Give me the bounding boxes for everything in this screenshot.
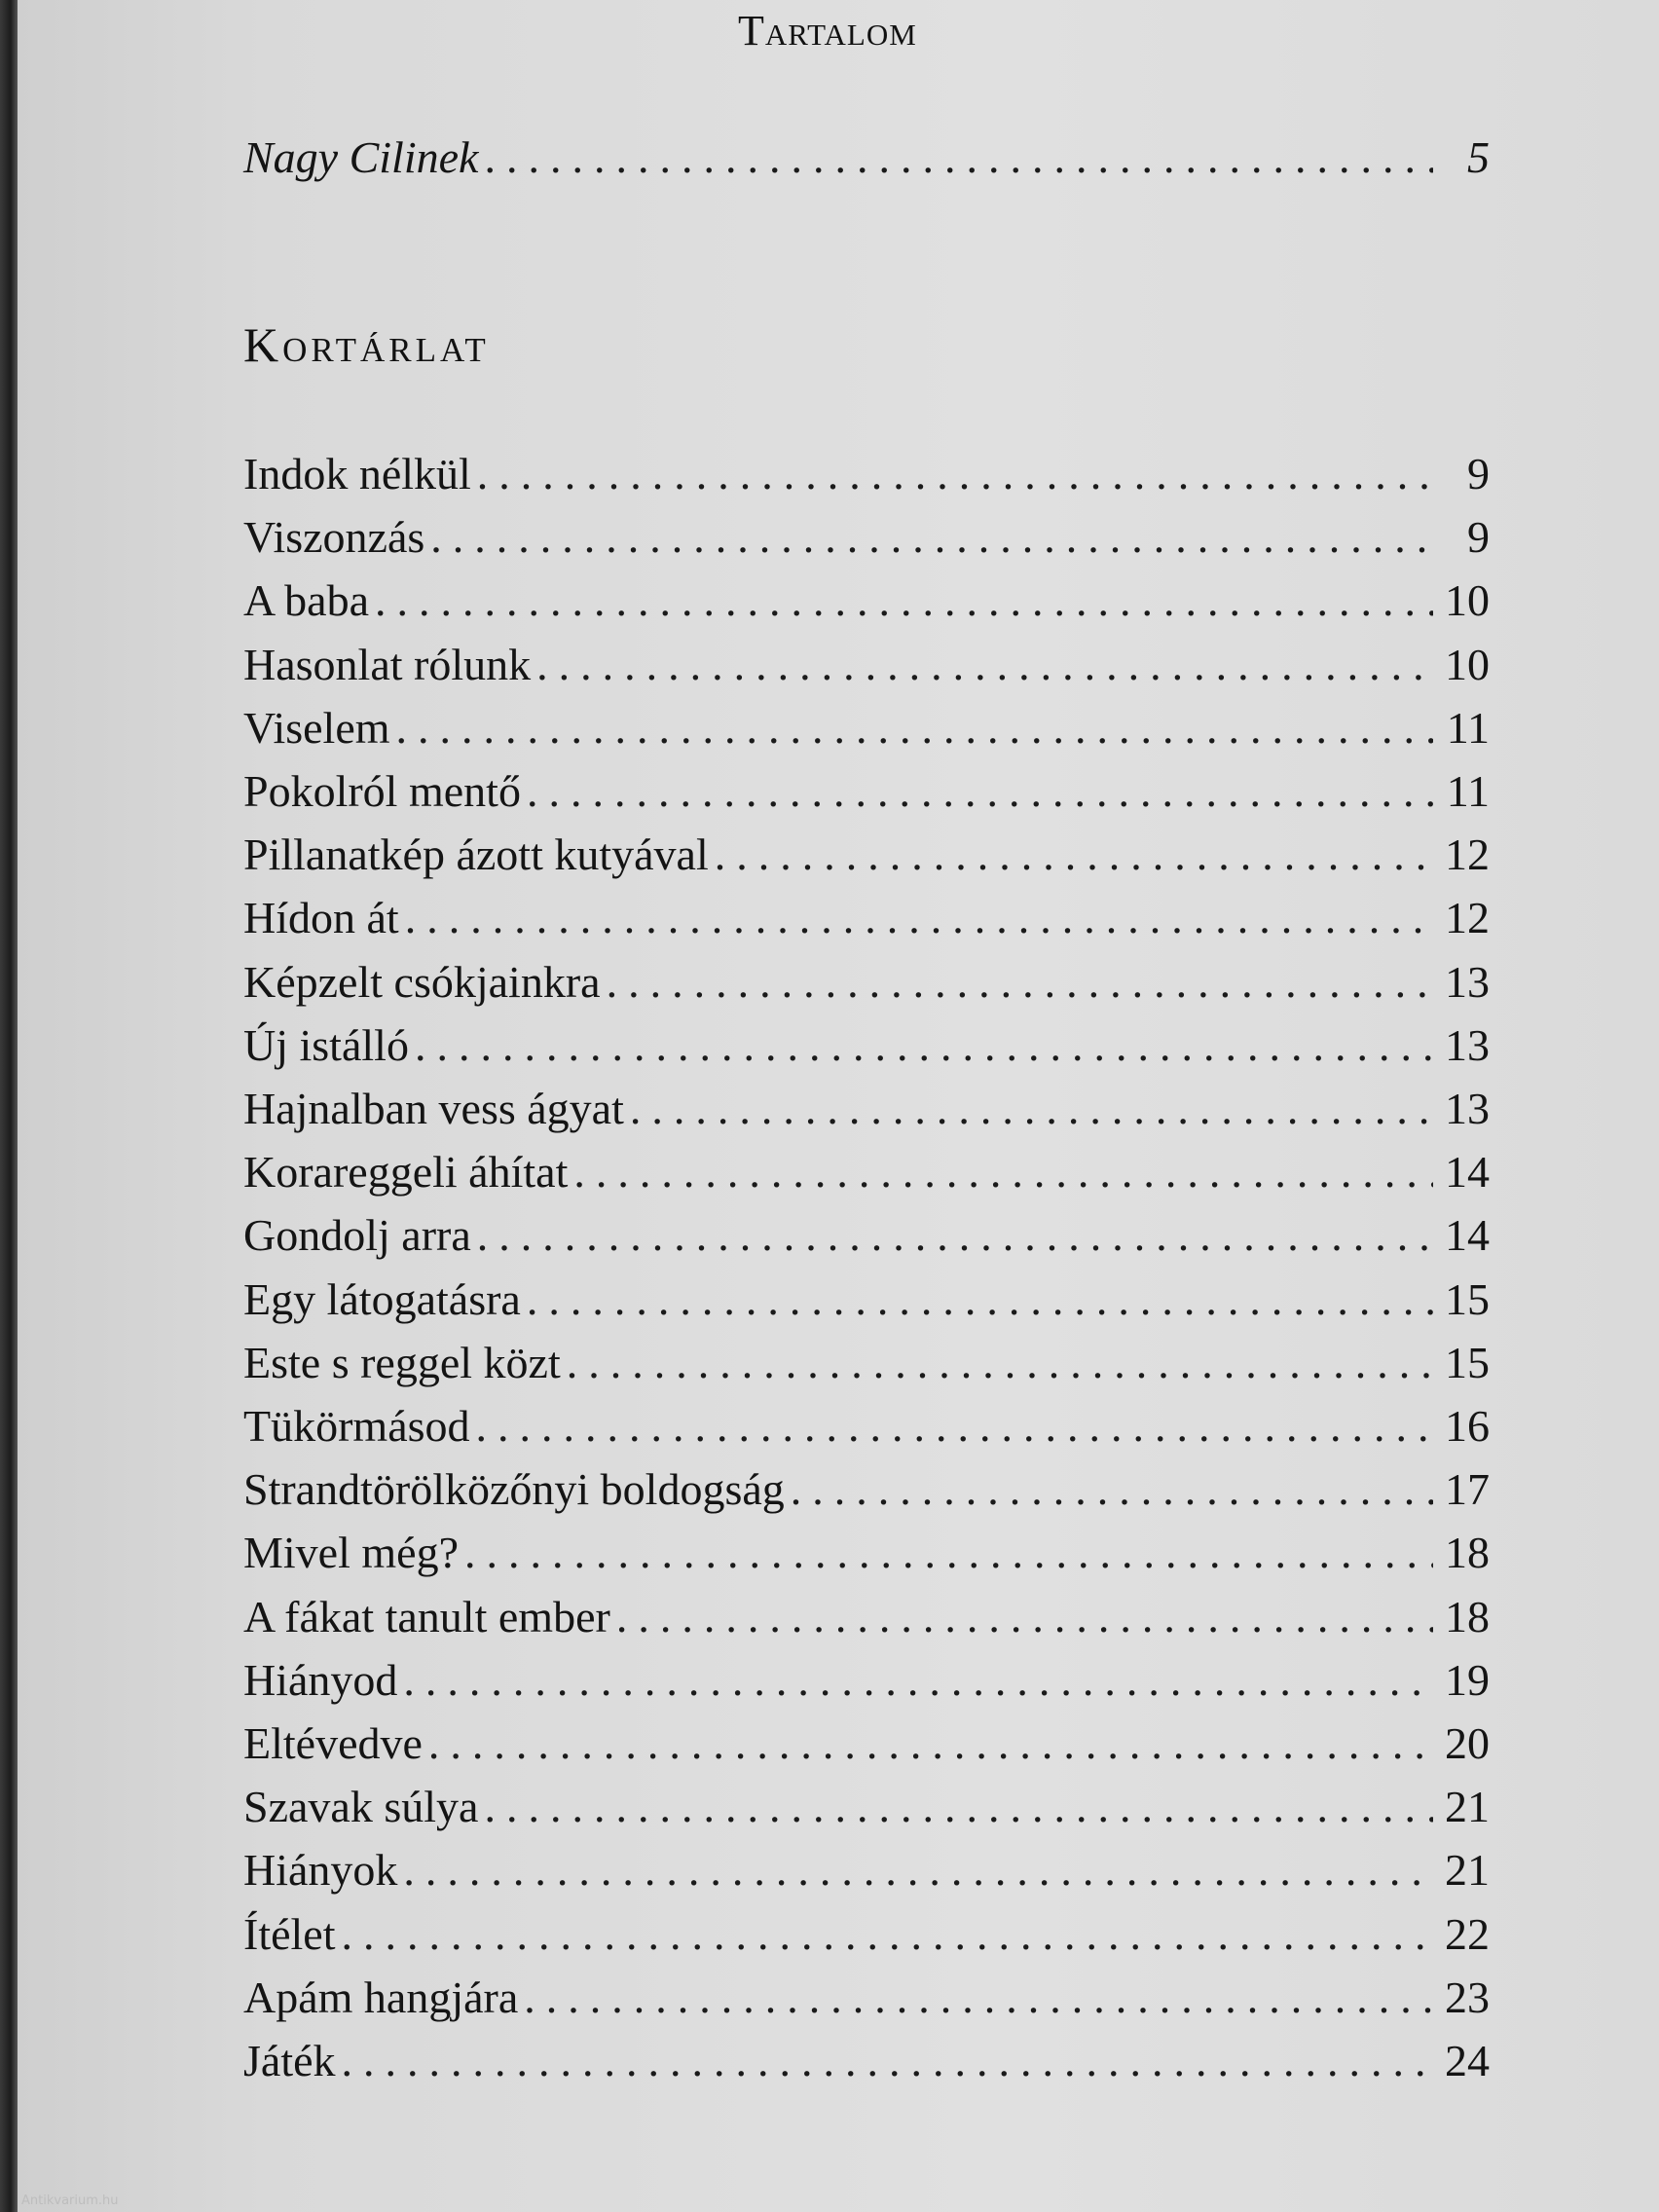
toc-entry [243, 1019, 1490, 1078]
toc-entry [243, 1781, 1490, 1839]
toc-entry-title: Egy látogatásra [243, 1274, 521, 1324]
dot-leader [527, 765, 1433, 817]
toc-entry-title: Eltévedve [243, 1718, 423, 1768]
dot-leader [430, 511, 1433, 563]
toc-entry-page: 9 [1467, 449, 1490, 498]
toc-entry-title: Nagy Cilinek [243, 132, 479, 182]
toc-entry-page: 22 [1445, 1909, 1490, 1959]
toc-entry-title: Játék [243, 2036, 336, 2085]
dot-leader [573, 1146, 1433, 1198]
dot-leader [403, 1844, 1433, 1896]
dot-leader [791, 1463, 1433, 1515]
toc-entry [243, 1273, 1490, 1332]
dot-leader [524, 1972, 1433, 2023]
toc-entry-page: 11 [1446, 703, 1490, 753]
toc-entry [243, 639, 1490, 697]
book-page [18, 0, 1659, 2212]
dot-leader [567, 1337, 1433, 1388]
toc-entry-page: 10 [1445, 575, 1490, 625]
toc-entry-title: Indok nélkül [243, 449, 471, 498]
toc-entry-title: Új istálló [243, 1020, 409, 1070]
toc-entry [243, 1844, 1490, 1902]
dot-leader [477, 1209, 1433, 1261]
toc-entry [243, 2035, 1490, 2093]
dot-leader [527, 1273, 1433, 1325]
toc-entry-title: Szavak súlya [243, 1782, 479, 1831]
toc-entry-page: 13 [1445, 957, 1490, 1007]
toc-entry-page: 17 [1445, 1464, 1490, 1514]
toc-entry-page: 10 [1445, 640, 1490, 689]
toc-entry [243, 1146, 1490, 1204]
toc-entry [243, 1717, 1490, 1776]
toc-entry [243, 1083, 1490, 1141]
dot-leader [342, 1908, 1434, 1960]
toc-entry-title: Este s reggel közt [243, 1338, 561, 1387]
toc-entry-title: A fákat tanult ember [243, 1592, 610, 1641]
dot-leader [616, 1591, 1433, 1642]
toc-entry-page: 13 [1445, 1020, 1490, 1070]
dot-leader [428, 1717, 1433, 1769]
dot-leader [375, 574, 1433, 626]
dot-leader [403, 1654, 1433, 1706]
toc-entry [243, 829, 1490, 887]
toc-entry-page: 15 [1445, 1274, 1490, 1324]
toc-entry-page: 13 [1445, 1084, 1490, 1133]
toc-entry-title: Korareggeli áhítat [243, 1147, 569, 1197]
dot-leader [464, 1527, 1433, 1578]
toc-entry [243, 448, 1490, 506]
toc-entry-page: 12 [1445, 830, 1490, 879]
toc-entry-title: Viszonzás [243, 512, 425, 562]
toc-entry-page: 5 [1467, 132, 1490, 182]
book-spine-edge [0, 0, 18, 2212]
toc-entry-title: Hiányok [243, 1845, 398, 1895]
toc-entry-title: Tükörmásod [243, 1401, 470, 1451]
dot-leader [476, 1400, 1433, 1452]
dot-leader [342, 2035, 1433, 2086]
dot-leader [415, 1019, 1433, 1071]
dot-leader [536, 639, 1433, 690]
dot-leader [484, 131, 1433, 183]
toc-entry-title: Képzelt csókjainkra [243, 957, 601, 1007]
toc-entry [243, 702, 1490, 760]
toc-entry-title: Strandtörölközőnyi boldogság [243, 1464, 785, 1514]
toc-entry [243, 1400, 1490, 1458]
toc-entry-title: Pokolról mentő [243, 766, 521, 816]
toc-entry [243, 1463, 1490, 1522]
toc-entry [243, 574, 1490, 633]
dot-leader [405, 892, 1433, 943]
toc-entry-page: 21 [1445, 1782, 1490, 1831]
toc-entry-intro [243, 131, 1490, 190]
toc-entry-title: Hiányod [243, 1655, 398, 1705]
toc-entry-page: 18 [1445, 1592, 1490, 1641]
toc-entry-page: 14 [1445, 1147, 1490, 1197]
toc-entry-page: 19 [1445, 1655, 1490, 1705]
toc-entry-page: 24 [1445, 2036, 1490, 2085]
dot-leader [477, 448, 1433, 499]
toc-entry-title: Hídon át [243, 893, 399, 942]
toc-entry [243, 1527, 1490, 1585]
toc-entry [243, 511, 1490, 570]
dot-leader [715, 829, 1433, 880]
toc-entry-page: 14 [1445, 1210, 1490, 1260]
toc-entry-title: Apám hangjára [243, 1972, 519, 2022]
toc-entry-title: Pillanatkép ázott kutyával [243, 830, 709, 879]
toc-entry-page: 15 [1445, 1338, 1490, 1387]
toc-entry [243, 765, 1490, 824]
toc-entry-page: 12 [1445, 893, 1490, 942]
toc-entry [243, 1972, 1490, 2030]
toc-entry-title: A baba [243, 575, 370, 625]
toc-entry-page: 11 [1446, 766, 1490, 816]
toc-entry [243, 892, 1490, 950]
toc-entry [243, 1654, 1490, 1713]
toc-entry-page: 20 [1445, 1718, 1490, 1768]
toc-entry-page: 23 [1445, 1972, 1490, 2022]
toc-entry-title: Hasonlat rólunk [243, 640, 532, 689]
toc-entry [243, 1209, 1490, 1268]
toc-entry [243, 1337, 1490, 1395]
toc-entry-title: Ítélet [243, 1909, 336, 1959]
toc-entry-title: Hajnalban vess ágyat [243, 1084, 624, 1133]
dot-leader [484, 1781, 1433, 1832]
watermark: Antikvarium.hu [21, 2194, 119, 2208]
toc-entry [243, 956, 1490, 1014]
toc-entry [243, 1591, 1490, 1649]
toc-entry-page: 18 [1445, 1528, 1490, 1577]
toc-entry-title: Viselem [243, 703, 390, 753]
page-header: Tartalom [738, 7, 917, 55]
toc-entry-page: 21 [1445, 1845, 1490, 1895]
toc-entry-title: Gondolj arra [243, 1210, 471, 1260]
dot-leader [630, 1083, 1433, 1134]
toc-entry-title: Mivel még? [243, 1528, 459, 1577]
dot-leader [607, 956, 1433, 1008]
toc-entry [243, 1908, 1490, 1967]
toc-entry-page: 9 [1467, 512, 1490, 562]
dot-leader [396, 702, 1433, 754]
toc-entry-page: 16 [1445, 1401, 1490, 1451]
section-heading: Kortárlat [243, 317, 490, 372]
